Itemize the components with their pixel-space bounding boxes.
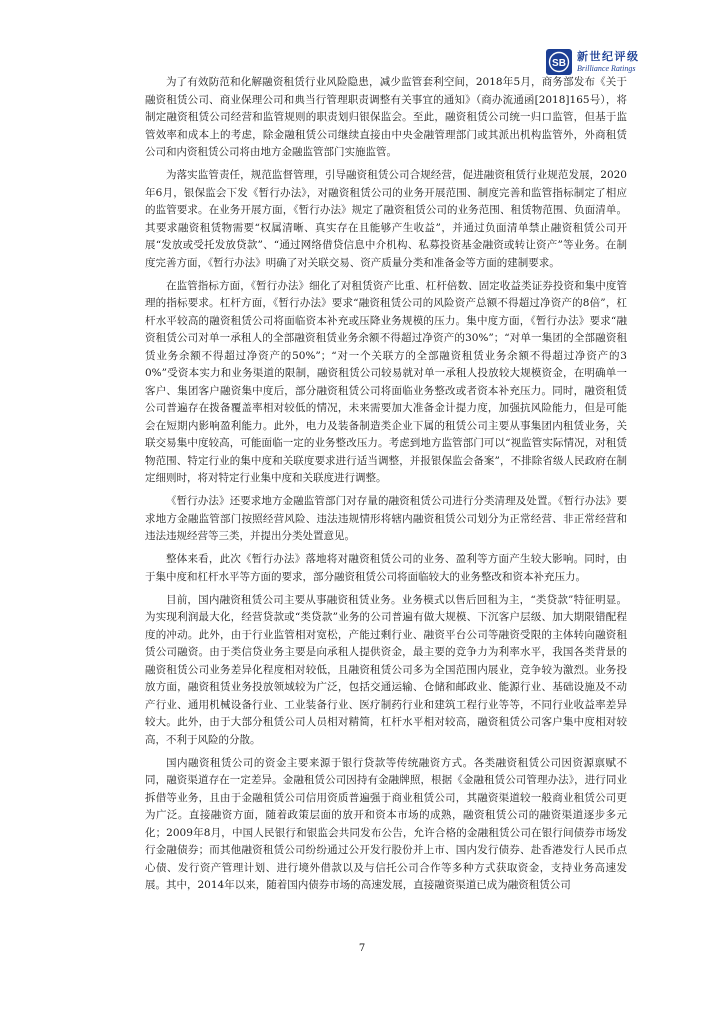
paragraph-classification-cleanup: 《暂行办法》还要求地方金融监管部门对存量的融资租赁公司进行分类清理及处置。《暂行办法》要求地方金融监管部门按照经营风险、违法违规情形将辖内融资租赁公司划分为正常经营、非正常经营和违法违规经营等三类，并提出分类处置意见。 [145, 495, 627, 542]
body-text [145, 74, 627, 900]
paragraph-funding-sources: 国内融资租赁公司的资金主要来源于银行贷款等传统融资方式。各类融资租赁公司因资源禀赋不同，融资渠道存在一定差异。金融租赁公司因持有金融牌照，根据《金融租赁公司管理办法》，进行同业拆借等业务，且由于金融租赁公司信用资质普遍强于商业租赁公司，其融资渠道较一般商业租赁公司更为广泛。直接融资方面，随着政策层面的放开和资本市场的成熟，融资租赁公司的融资渠道逐步多元化；2009年8月，中国人民银行和银监会共同发布公告，允许合格的金融租赁公司在银行间债券市场发行金融债券；而其他融资租赁公司纷纷通过公开发行股份并上市、国内发行债券、赴香港发行人民币点心债、发行资产管理计划、进行境外借款以及与信托公司合作等多种方式获取资金，支持业务高速发展。其中，2014年以来，随着国内债券市场的高速发展，直接融资渠道已成为融资租赁公司 [145, 756, 627, 891]
company-logo [546, 48, 676, 76]
logo-mark-text: SB [552, 58, 566, 69]
paragraph-interim-measures: 为落实监管责任，规范监督管理，引导融资租赁公司合规经营，促进融资租赁行业规范发展，2020年6月，银保监会下发《暂行办法》，对融资租赁公司的业务开展范围、制度完善和监管指标制定了相应的监管要求。在业务开展方面，《暂行办法》规定了融资租赁公司的业务范围、租赁物范围、负面清单。其要求融资租赁物需要“权属清晰、真实存在且能够产生收益”，并通过负面清单禁止融资租赁公司开展“发放或受托发放贷款”、“通过网络借贷信息中介机构、私募投资基金融资或转让资产”等业务。在制度完善方面，《暂行办法》明确了对关联交易、资产质量分类和准备金等方面的建制要求。 [145, 169, 627, 269]
paragraph-regulatory-indicators: 在监管指标方面，《暂行办法》细化了对租赁资产比重、杠杆倍数、固定收益类证券投资和集中度管理的指标要求。杠杆方面，《暂行办法》要求“融资租赁公司的风险资产总额不得超过净资产的8倍”，杠杆水平较高的融资租赁公司将面临资本补充或压降业务规模的压力。集中度方面，《暂行办法》要求“融资租赁公司对单一承租人的全部融资租赁业务余额不得超过净资产的30%”；“对单一集团的全部融资租赁业务余额不得超过净资产的50%”；“对一个关联方的全部融资租赁业务余额不得超过净资产的30%”受资本实力和业务渠道的限制，融资租赁公司较易就对单一承租人投放较大规模资金，在明确单一客户、集团客户融资集中度后，部分融资租赁公司将面临业务整改或者资本补充压力。同时，融资租赁公司普遍存在拨备覆盖率相对较低的情况，未来需要加大准备金计提力度，加强抗风险能力，但是可能会在短期内影响盈利能力。此外，电力及装备制造类企业下属的租赁公司主要从事集团内租赁业务，关联交易集中度较高，可能面临一定的业务整改压力。考虑到地方监管部门可以“视监管实际情况，对租赁物范围、特定行业的集中度和关联度要求进行适当调整，并报银保监会备案”，不排除省级人民政府在制定细则时，将对特定行业集中度和关联度进行调整。 [145, 279, 627, 484]
paragraph-business-model: 目前，国内融资租赁公司主要从事融资租赁业务。业务模式以售后回租为主，“类贷款”特征明显。为实现利润最大化，经营贷款或“类贷款”业务的公司普遍有做大规模、下沉客户层级、加大期限错配程度的冲动。此外，由于行业监管相对宽松，产能过剩行业、融资平台公司等融资受限的主体转向融资租赁公司融资。由于类信贷业务主要是向承租人提供资金，最主要的竞争力为利率水平，我国各类背景的融资租赁公司业务差异化程度相对较低，且融资租赁公司多为全国范围内展业，竞争较为激烈。业务投放方面，融资租赁业务投放领域较为广泛，包括交通运输、仓储和邮政业、能源行业、基础设施及不动产行业、通用机械设备行业、工业装备行业、医疗制药行业和建筑工程行业等等，不同行业收益率差异较大。此外，由于大部分租赁公司人员相对精简，杠杆水平相对较高，融资租赁公司客户集中度相对较高，不利于风险的分散。 [145, 593, 627, 746]
logo-chinese-name: 新世纪评级 [577, 50, 640, 63]
paragraph-overall-impact: 整体来看，此次《暂行办法》落地将对融资租赁公司的业务、盈利等方面产生较大影响。同时，由于集中度和杠杆水平等方面的要求，部分融资租赁公司将面临较大的业务整改和资本补充压力。 [145, 553, 627, 583]
logo-mark-icon [546, 49, 572, 75]
logo-english-name: Brilliance Ratings [577, 64, 636, 73]
page-number: 7 [358, 943, 366, 954]
paragraph-regulatory-transfer: 为了有效防范和化解融资租赁行业风险隐患，减少监管套利空间，2018年5月，商务部发布《关于融资租赁公司、商业保理公司和典当行管理职责调整有关事宜的通知》（商办流通函[2018]165号），将制定融资租赁公司经营和监管规则的职责划归银保监会。至此，融资租赁公司统一归口监管，但基于监管效率和成本上的考虑，除金融租赁公司继续直接由中央金融管理部门或其派出机构监管外，外商租赁公司和内资租赁公司将由地方金融监管部门实施监管。 [145, 76, 627, 158]
